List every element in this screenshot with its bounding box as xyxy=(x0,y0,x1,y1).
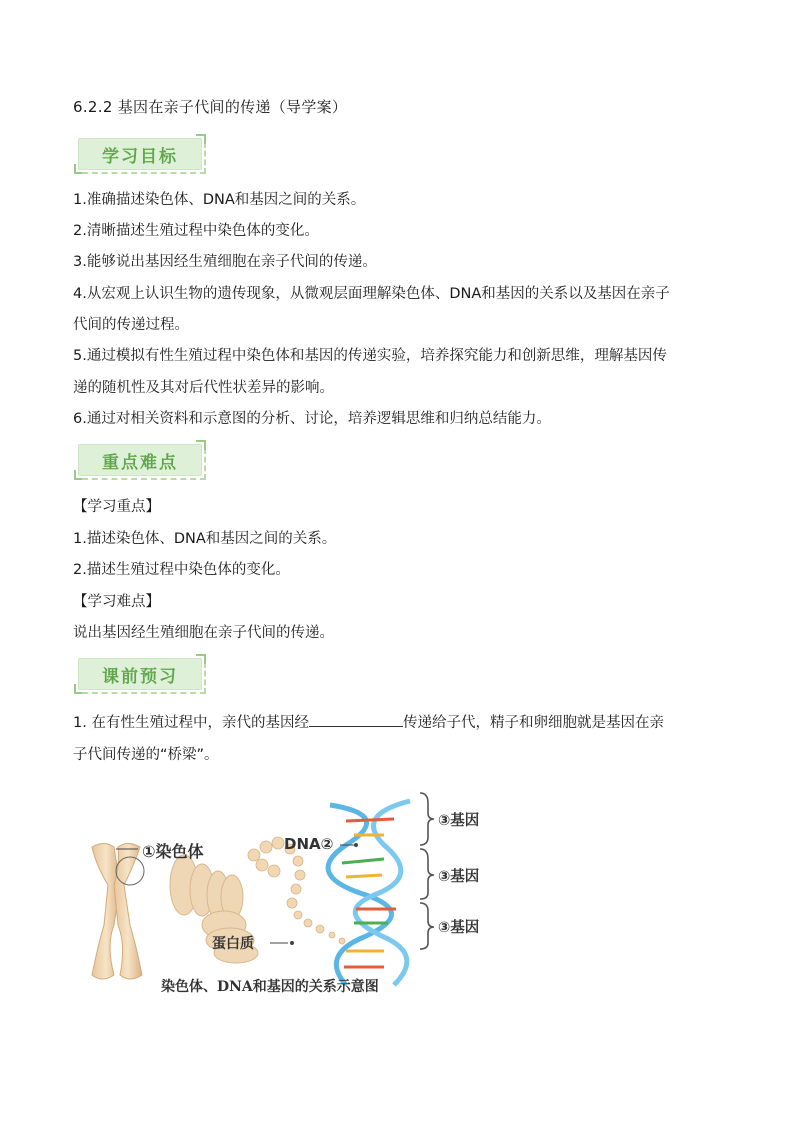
objective-item-5: 5.通过模拟有性生殖过程中染色体和基因的传递实验，培养探究能力和创新思维，理解基因传 xyxy=(73,348,667,364)
document-title: 6.2.2 基因在亲子代间的传递（导学案） xyxy=(73,98,348,116)
objective-item-2: 2.清晰描述生殖过程中染色体的变化。 xyxy=(73,223,319,239)
preview-question-1-cont: 子代间传递的“桥梁”。 xyxy=(73,747,219,763)
figure-caption: 染色体、DNA和基因的关系示意图 xyxy=(161,979,379,995)
section-badge-objectives xyxy=(78,138,202,170)
dna-label: DNA② xyxy=(284,835,334,853)
answer-blank[interactable] xyxy=(309,712,403,727)
focus-item-2: 2.描述生殖过程中染色体的变化。 xyxy=(73,562,290,578)
gene-braces xyxy=(420,793,434,949)
objective-item-5-cont: 递的随机性及其对后代性状差异的影响。 xyxy=(73,380,334,396)
objective-item-3: 3.能够说出基因经生殖细胞在亲子代间的传递。 xyxy=(73,254,377,270)
chromosome-dna-gene-figure xyxy=(84,785,524,1000)
chromosome-label: ①染色体 xyxy=(142,842,204,861)
preview-question-1 xyxy=(73,711,664,732)
objective-item-6: 6.通过对相关资料和示意图的分析、讨论，培养逻辑思维和归纳总结能力。 xyxy=(73,411,551,427)
objective-item-1: 1.准确描述染色体、DNA和基因之间的关系。 xyxy=(73,192,366,208)
objective-item-4: 4.从宏观上认识生物的遗传现象，从微观层面理解染色体、DNA和基因的关系以及基因在亲子 xyxy=(73,286,670,302)
objective-item-4-cont: 代间的传递过程。 xyxy=(73,317,189,333)
gene-label-1: ③基因 xyxy=(438,813,480,829)
section-badge-label: 重点难点 xyxy=(102,452,178,473)
question-text: 传递给子代，精子和卵细胞就是基因在亲 xyxy=(402,715,664,731)
section-badge-label: 学习目标 xyxy=(102,146,178,167)
nucleosome-beads xyxy=(248,837,345,944)
protein-label: 蛋白质 xyxy=(212,936,254,952)
difficulty-item-1: 说出基因经生殖细胞在亲子代间的传递。 xyxy=(73,625,334,641)
focus-item-1: 1.描述染色体、DNA和基因之间的关系。 xyxy=(73,531,337,547)
dna-helix xyxy=(328,801,410,985)
section-badge-preview xyxy=(78,658,202,690)
focus-heading: 【学习重点】 xyxy=(73,499,160,515)
question-text: 1. 在有性生殖过程中，亲代的基因经 xyxy=(73,715,309,731)
chromosome-shape xyxy=(92,844,144,980)
difficulty-heading: 【学习难点】 xyxy=(73,594,160,610)
gene-label-3: ③基因 xyxy=(438,920,480,936)
section-badge-label: 课前预习 xyxy=(102,666,178,687)
gene-label-2: ③基因 xyxy=(438,869,480,885)
section-badge-key-points xyxy=(78,444,202,476)
